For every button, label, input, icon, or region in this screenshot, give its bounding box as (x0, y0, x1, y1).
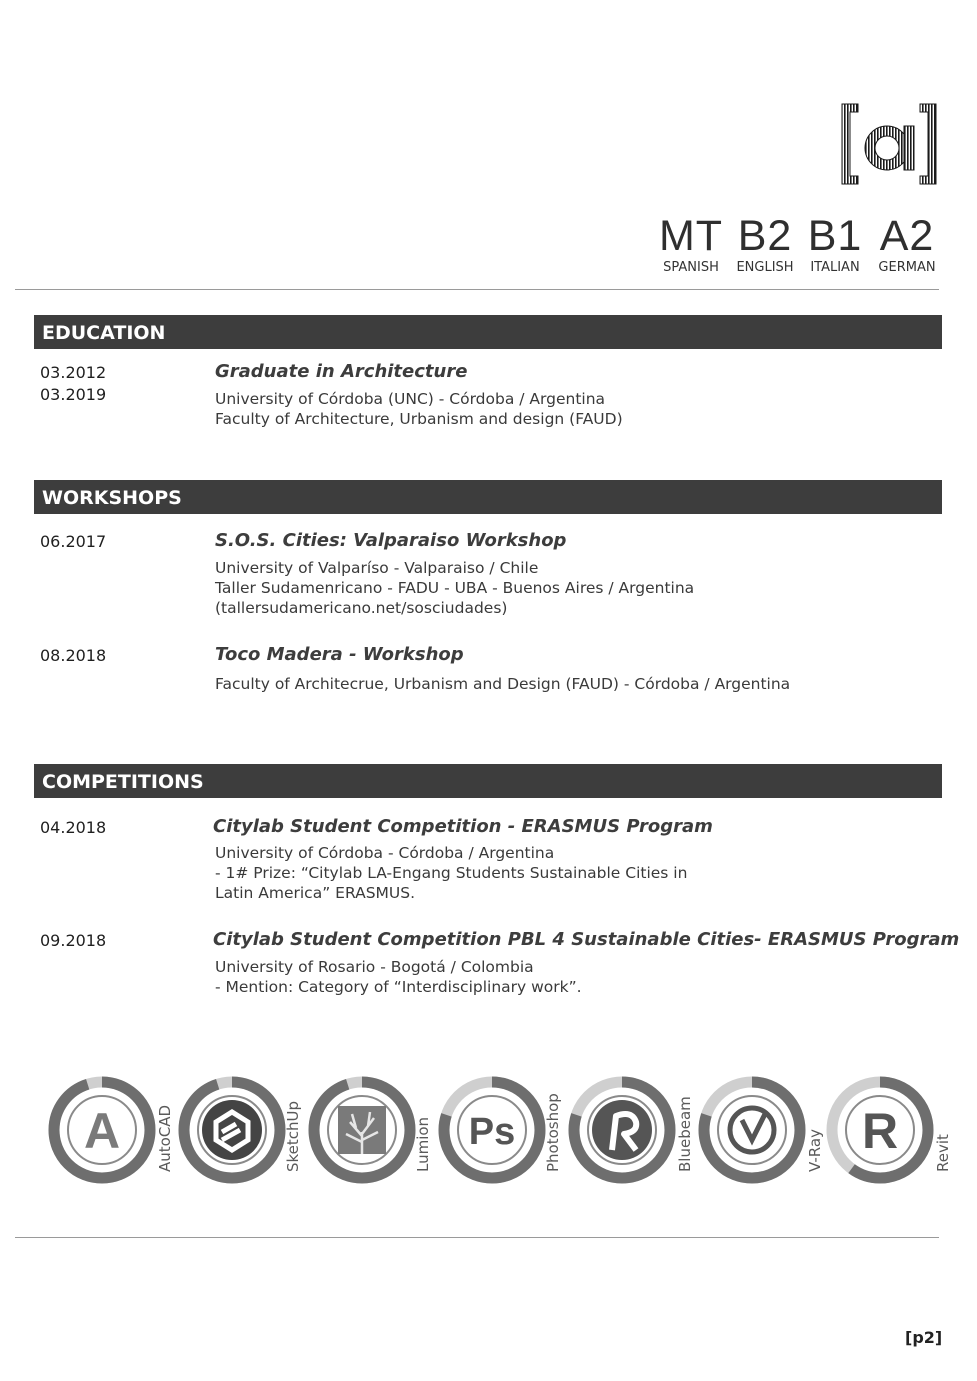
entry-line: Latin America” ERASMUS. (215, 884, 416, 902)
language-spanish (658, 212, 724, 276)
language-name: GERMAN (878, 260, 936, 275)
software-label-photoshop (544, 1072, 564, 1172)
software-name: V-Ray (806, 1129, 824, 1172)
page-number: [p2] (905, 1328, 943, 1347)
entry-line: University of Valparíso - Valparaiso / Chile (215, 559, 539, 577)
language-level: MT (658, 212, 724, 260)
sketchup-icon (176, 1074, 288, 1186)
autocad-icon (46, 1074, 158, 1186)
section-heading-workshops: WORKSHOPS (34, 480, 942, 514)
entry-title: S.O.S. Cities: Valparaiso Workshop (215, 530, 567, 551)
section-heading-competitions: COMPETITIONS (34, 764, 942, 798)
software-name: Revit (934, 1134, 952, 1172)
software-name: Photoshop (544, 1093, 562, 1172)
entry-line: Faculty of Architecrue, Urbanism and Design (FAUD) - Córdoba / Argentina (215, 675, 791, 693)
software-glyph: R (861, 1103, 899, 1159)
entry-line: Faculty of Architecture, Urbanism and design (FAUD) (215, 410, 623, 428)
software-name: Bluebeam (676, 1096, 694, 1172)
entry-line: University of Rosario - Bogotá / Colombia (215, 958, 534, 976)
vray-icon (696, 1074, 808, 1186)
entry-date: 08.2018 (40, 646, 107, 665)
logo-letter: a (838, 102, 839, 103)
divider (15, 289, 939, 290)
language-name: SPANISH (663, 260, 719, 275)
language-english (733, 212, 797, 276)
language-italian (804, 212, 866, 276)
photoshop-icon (436, 1074, 548, 1186)
language-name: ENGLISH (736, 260, 794, 275)
software-label-vray (806, 1072, 826, 1172)
entry-title: Citylab Student Competition - ERASMUS Program (213, 816, 713, 837)
language-name: ITALIAN (810, 260, 860, 275)
entry-title: Graduate in Architecture (215, 361, 468, 382)
software-name: SketchUp (284, 1100, 302, 1172)
section-heading-education: EDUCATION (34, 315, 942, 349)
language-level: B1 (807, 212, 863, 260)
software-label-sketchup (284, 1072, 304, 1172)
entry-date: 03.2012 (40, 363, 107, 382)
entry-line: - Mention: Category of “Interdisciplinary work”. (215, 978, 582, 996)
logo-icon (838, 102, 940, 186)
software-label-lumion (414, 1072, 434, 1172)
entry-date: 04.2018 (40, 818, 107, 837)
entry-line: Taller Sudamenricano - FADU - UBA - Buenos Aires / Argentina (215, 579, 695, 597)
software-glyph: Ps (468, 1111, 516, 1153)
software-label-bluebeam (676, 1072, 696, 1172)
software-label-autocad (156, 1072, 176, 1172)
entry-title: Citylab Student Competition PBL 4 Sustainable Cities- ERASMUS Program (213, 929, 960, 950)
entry-line: (tallersudamericano.net/sosciudades) (215, 599, 508, 617)
entry-line: University of Córdoba - Córdoba / Argentina (215, 844, 555, 862)
language-level: B2 (737, 212, 793, 260)
divider (15, 1237, 939, 1238)
language-level: A2 (879, 212, 935, 260)
entry-title: Toco Madera - Workshop (215, 644, 464, 665)
revit-icon (824, 1074, 936, 1186)
software-name: Lumion (414, 1116, 432, 1172)
entry-line: - 1# Prize: “Citylab LA-Engang Students Sustainable Cities in (215, 864, 688, 882)
language-german (872, 212, 942, 276)
entry-date: 09.2018 (40, 931, 107, 950)
bluebeam-icon (566, 1074, 678, 1186)
software-name: AutoCAD (156, 1104, 174, 1172)
software-glyph: A (83, 1103, 121, 1159)
software-label-revit (934, 1072, 954, 1172)
lumion-icon (306, 1074, 418, 1186)
entry-date: 06.2017 (40, 532, 107, 551)
entry-date: 03.2019 (40, 385, 107, 404)
entry-line: University of Córdoba (UNC) - Córdoba / Argentina (215, 390, 606, 408)
